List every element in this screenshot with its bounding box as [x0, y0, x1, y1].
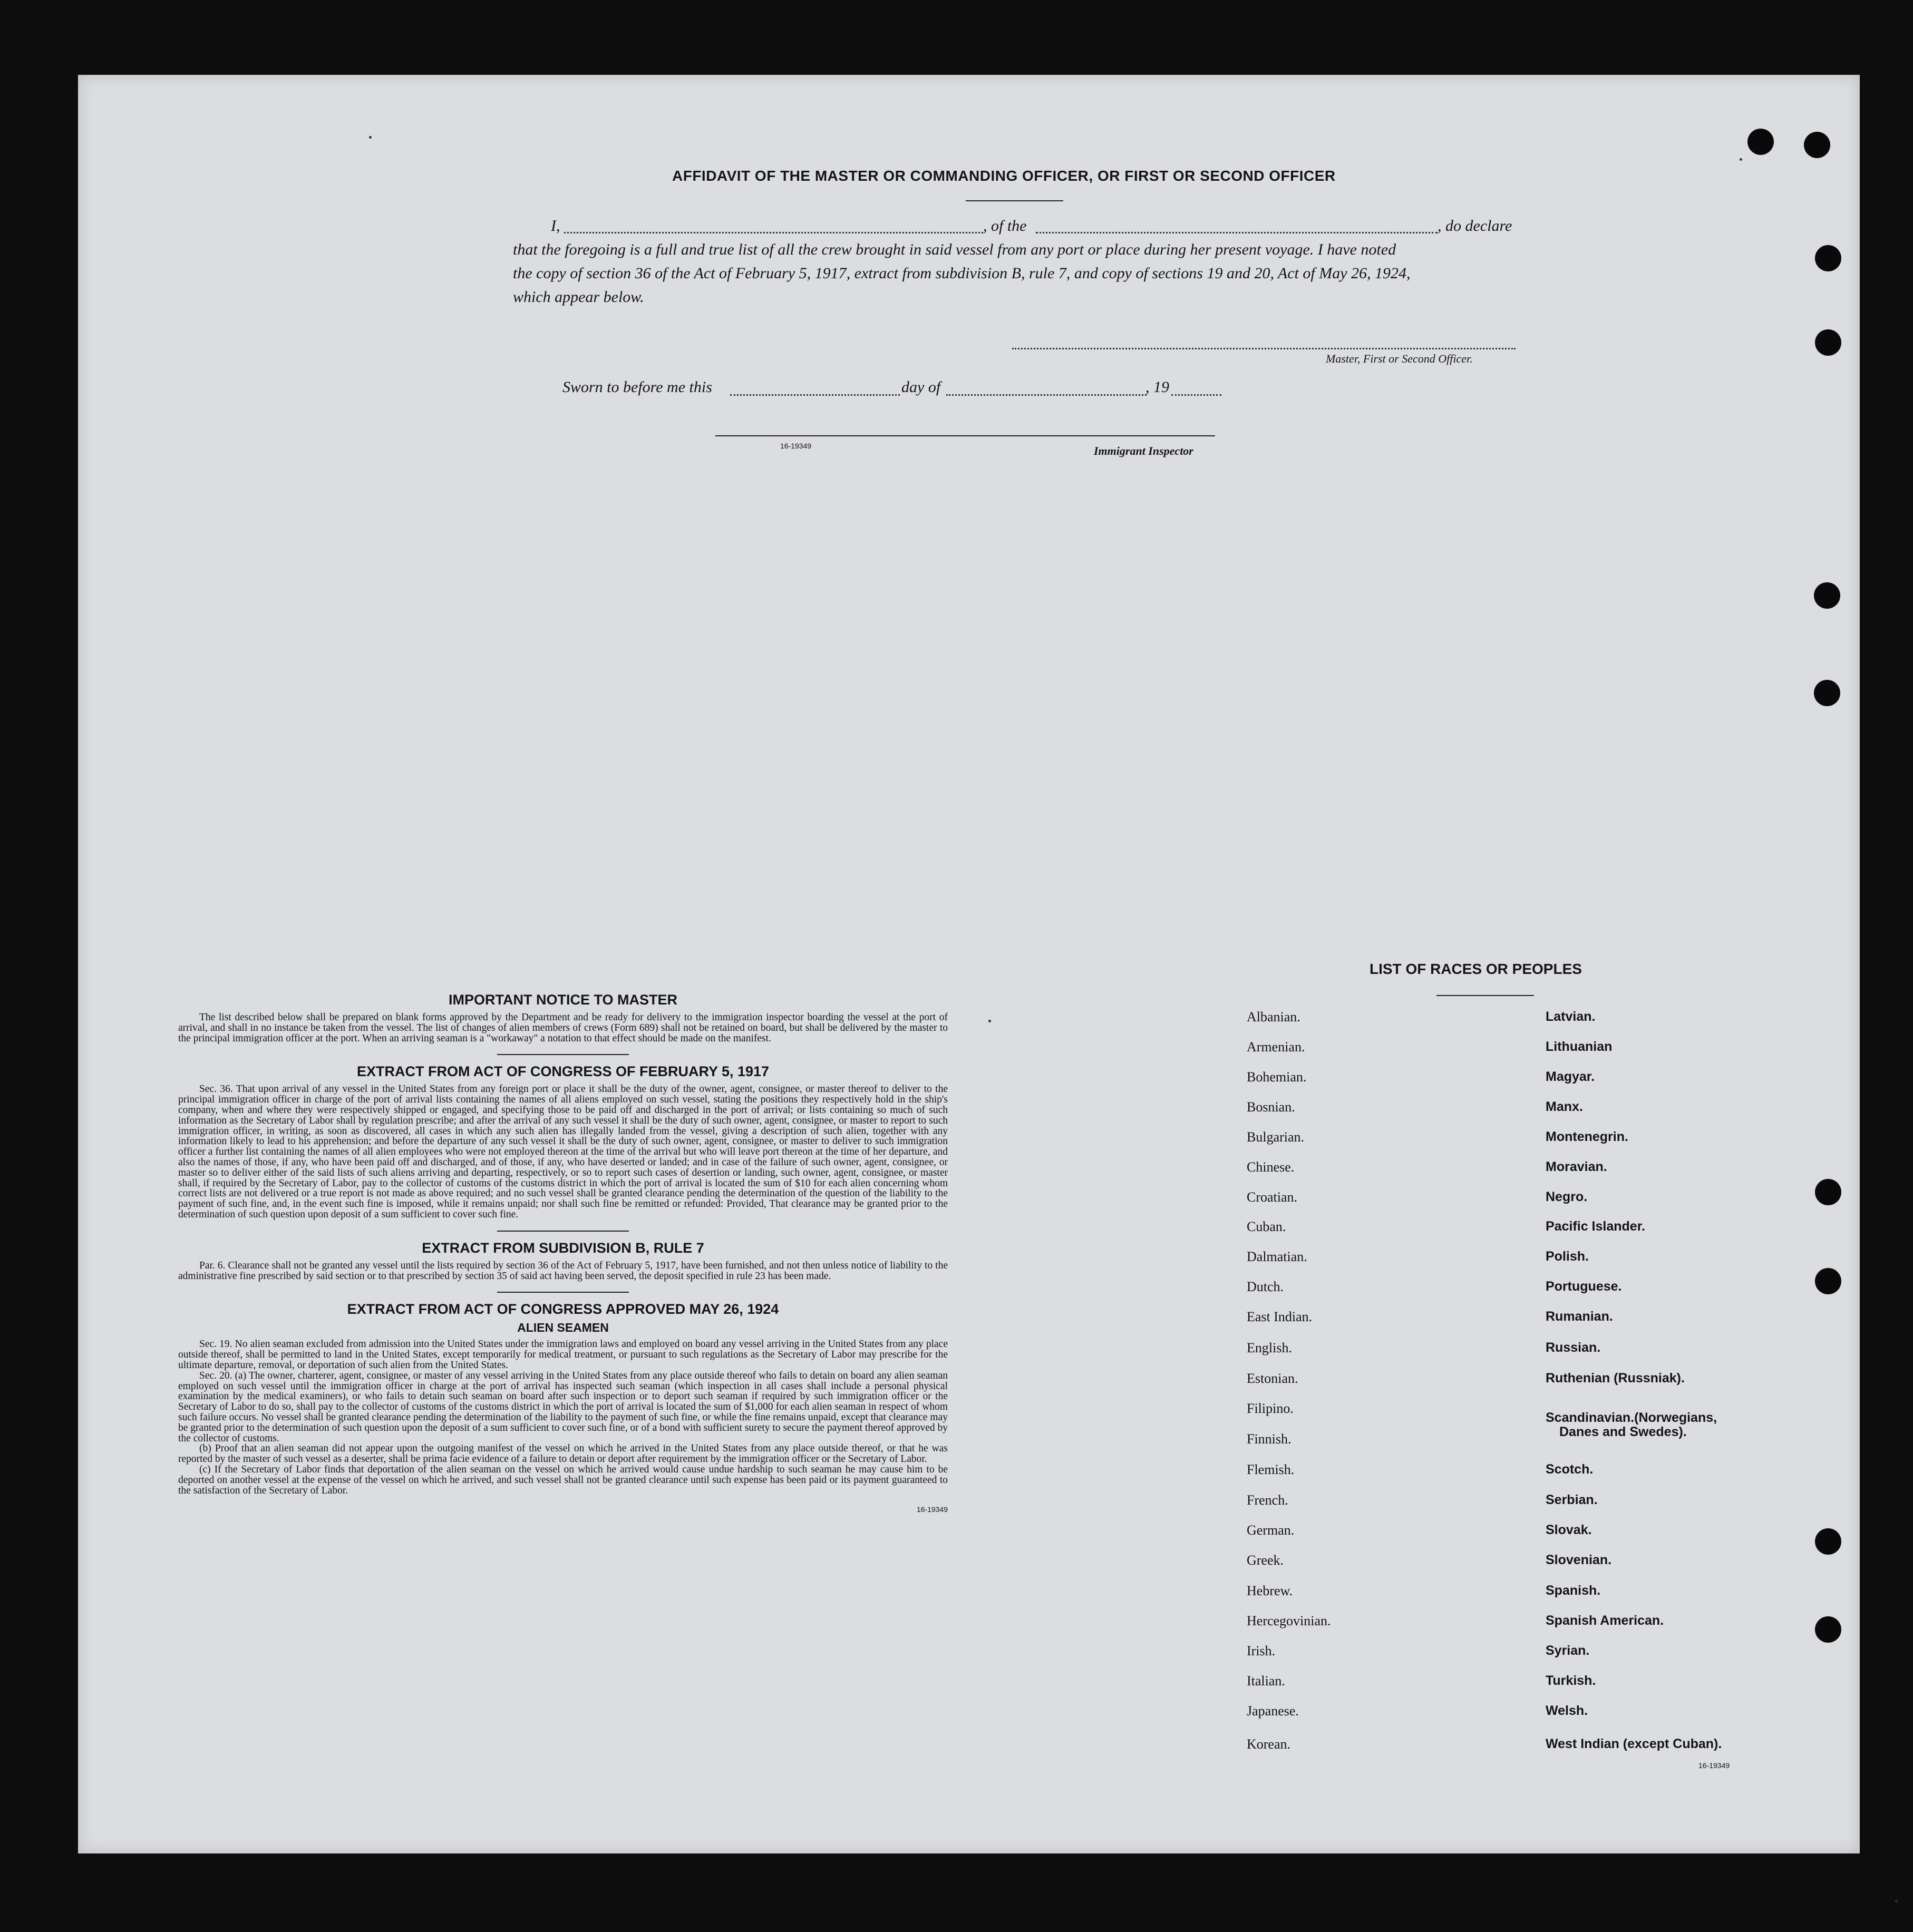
race-left-item: Japanese. — [1247, 1703, 1299, 1719]
race-left-item: Chinese. — [1247, 1159, 1295, 1175]
race-left-item: Bosnian. — [1247, 1099, 1295, 1115]
race-right-item: Latvian. — [1546, 1009, 1596, 1024]
races-title: LIST OF RACES OR PEOPLES — [1370, 961, 1582, 977]
race-right-item: Turkish. — [1546, 1673, 1596, 1688]
race-left-item: Irish. — [1247, 1643, 1276, 1658]
race-right-item: Serbian. — [1546, 1492, 1598, 1507]
race-left-item: English. — [1247, 1340, 1292, 1355]
race-right-item: Rumanian. — [1546, 1309, 1613, 1324]
race-right-item: Slovenian. — [1546, 1553, 1612, 1567]
race-right-item: Montenegrin. — [1546, 1129, 1628, 1144]
punch-hole — [1747, 129, 1774, 155]
race-right-item: Negro. — [1546, 1189, 1588, 1204]
race-right-item: Magyar. — [1546, 1069, 1595, 1084]
race-right-item: Syrian. — [1546, 1643, 1590, 1658]
punch-hole — [1815, 245, 1841, 271]
declaration-line-2: that the foregoing is a full and true list of all the crew brought in said vessel from any port or place during her present voyage. I have noted — [513, 241, 1396, 258]
section-divider — [497, 1231, 629, 1232]
race-right-item: Ruthenian (Russniak). — [1546, 1371, 1685, 1385]
race-left-item: Finnish. — [1247, 1431, 1291, 1447]
race-right-item: Danes and Swedes). — [1559, 1424, 1687, 1439]
race-left-item: East Indian. — [1247, 1309, 1313, 1324]
sec-20b-text: (b) Proof that an alien seaman did not appear upon the outgoing manifest of the vessel on which he arrived in the United States from any place outside thereof, or that he was reported by the master of such vessel as a deserter, shall be prima facie evidence of a failure to detain or deport after requirement by the immigration officer or the Secretary of Labor. — [178, 1443, 948, 1465]
race-right-item: Spanish American. — [1546, 1613, 1664, 1628]
race-left-item: Hercegovinian. — [1247, 1613, 1331, 1628]
races-title-underline — [1436, 995, 1534, 996]
sec-20c-text: (c) If the Secretary of Labor finds that deportation of the alien seaman on the vessel on which he arrived would cause undue hardship to such seaman he may cause him to be deported on another vessel at the expense of the vessel on which he arrived, and such vessel shall not be granted clearance until such expense has been paid or its payment guaranteed to the satisfaction of the Secretary of Labor. — [178, 1463, 948, 1496]
race-right-item: Lithuanian — [1546, 1039, 1613, 1054]
declare-text: , do declare — [1438, 217, 1512, 235]
race-left-item: Greek. — [1247, 1553, 1284, 1568]
notice-text: The list described below shall be prepared on blank forms approved by the Department and be ready for delivery to the immigration inspector boarding the vessel at the port of arrival, and shall in no instance be taken from the vessel. The list of changes of alien members of crews (Form 689) shall not be retained on board, but shall be delivered by the master to the principal immigration officer at the port. When an arriving seaman is a "workaway" a notation to that effect should be made on the manifest. — [178, 1012, 948, 1044]
declarant-label: I, — [551, 217, 560, 235]
race-right-item: Manx. — [1546, 1099, 1583, 1114]
race-left-item: Korean. — [1247, 1736, 1291, 1752]
race-left-item: Hebrew. — [1247, 1583, 1293, 1598]
vessel-name-field[interactable] — [1036, 232, 1438, 233]
section-divider — [497, 1292, 629, 1293]
sworn-month-field[interactable] — [946, 394, 1147, 396]
notice-column — [178, 992, 948, 1514]
vessel-label: , of the — [983, 217, 1027, 235]
ink-speck — [369, 136, 372, 139]
inspector-caption: Immigrant Inspector — [1094, 444, 1193, 457]
race-left-item: Croatian. — [1247, 1189, 1298, 1205]
form-number: 16-19349 — [780, 442, 812, 450]
race-left-item: Armenian. — [1247, 1039, 1305, 1055]
race-left-item: Cuban. — [1247, 1219, 1286, 1234]
punch-hole — [1814, 582, 1840, 609]
race-left-item: Bohemian. — [1247, 1069, 1307, 1085]
race-right-item: Slovak. — [1546, 1523, 1592, 1537]
extract-1924-subtitle: ALIEN SEAMEN — [517, 1321, 609, 1335]
sworn-year-field[interactable] — [1171, 394, 1221, 396]
punch-hole — [1815, 1179, 1841, 1205]
race-right-item: Spanish. — [1546, 1583, 1601, 1598]
master-signature-caption: Master, First or Second Officer. — [1326, 352, 1473, 365]
master-signature-field[interactable] — [1012, 348, 1516, 349]
race-right-item: Russian. — [1546, 1340, 1601, 1355]
sec-19-text: Sec. 19. No alien seaman excluded from admission into the United States under the immigration laws and employed on board any vessel arriving in the United States from any place outside thereof, shall be permitted to land in the United States, except temporarily for medical treatment, or pursuant to such regulations as the Secretary of Labor may prescribe for the ultimate departure, removal, or deportation of such alien from the United States. — [178, 1339, 948, 1371]
punch-hole — [1815, 329, 1841, 356]
sworn-day-field[interactable] — [730, 394, 900, 396]
race-right-item: Moravian. — [1546, 1159, 1607, 1174]
ink-speck — [1895, 1900, 1898, 1902]
race-left-item: Bulgarian. — [1247, 1129, 1305, 1145]
race-right-item: Pacific Islander. — [1546, 1219, 1645, 1234]
punch-hole — [1815, 1528, 1841, 1555]
ink-speck — [988, 1020, 991, 1022]
declaration-line-3: the copy of section 36 of the Act of February 5, 1917, extract from subdivision B, rule 7, and copy of sections 19 and 20, Act of May 26, 1924, — [513, 265, 1411, 282]
extract-1917-text: Sec. 36. That upon arrival of any vessel in the United States from any foreign port or place it shall be the duty of the owner, agent, consignee, or master thereof to deliver to the principal immigration officer in charge of the port of arrival lists containing the names of all aliens employed on such vessel, stating the positions they respectively hold in the ship's company, when and where they were respectively shipped or engaged, and specifying those to be paid off and discharged in the port of arrival; or lists containing so much of such information as the Secretary of Labor shall by regulation prescribe; and after the arrival of any such vessel it shall be the duty of such owner, agent, consignee, or master to report to such immigration officer, in writing, as soon as discovered, all cases in which any such alien has illegally landed from the vessel, giving a description of such alien, together with any information likely to lead to his apprehension; and before the departure of any such vessel it shall be the duty of such owner, agent, consignee, or master to deliver to such immigration officer a further list containing the names of all alien employees who were not employed thereon at the time of the arrival but who will leave port thereon at the time of her departure, and also the names of those, if any, who have been paid off and discharged, and of those, if any, who have deserted or landed; and in case of the failure of such owner, agent, consignee, or master so to deliver either of the said lists of such aliens arriving and departing, respectively, or so to report such cases of desertion or landing, such owner, agent, consignee, or master shall, if required by the Secretary of Labor, pay to the collector of customs of the customs district in which the port of arrival is located the sum of $10 for each alien concerning whom correct lists are not delivered or a true report is not made as above required; and no such vessel shall be granted clearance pending the determination of the question of the liability to the payment of such fine, and, in the event such fine is imposed, while it remains unpaid; nor shall such fine be remitted or refunded: Provided, That clearance may be granted prior to the determination of such question upon deposit of a sum sufficient to cover such fine. — [178, 1084, 948, 1220]
sworn-label: Sworn to before me this — [562, 378, 712, 396]
extract-1917-title: EXTRACT FROM ACT OF CONGRESS OF FEBRUARY 5, 1917 — [356, 1063, 770, 1080]
race-left-item: Dalmatian. — [1247, 1249, 1307, 1264]
extract-1924-title: EXTRACT FROM ACT OF CONGRESS APPROVED MAY 26, 1924 — [347, 1301, 779, 1318]
year-label: , 19 — [1145, 378, 1169, 396]
inspector-signature-field[interactable] — [715, 435, 1215, 436]
affidavit-title: AFFIDAVIT OF THE MASTER OR COMMANDING OFFICER, OR FIRST OR SECOND OFFICER — [672, 168, 1336, 184]
extract-form-number: 16-19349 — [916, 1505, 948, 1514]
extract-rule7-title: EXTRACT FROM SUBDIVISION B, RULE 7 — [422, 1240, 704, 1256]
race-right-item: Welsh. — [1546, 1703, 1588, 1718]
races-form-number: 16-19349 — [1698, 1761, 1730, 1770]
declaration-line-4: which appear below. — [513, 288, 644, 306]
race-right-item: Scotch. — [1546, 1462, 1594, 1477]
day-of-label: day of — [901, 378, 941, 396]
race-left-item: Albanian. — [1247, 1009, 1300, 1024]
race-left-item: German. — [1247, 1523, 1295, 1538]
sec-20a-text: Sec. 20. (a) The owner, charterer, agent, consignee, or master of any vessel arriving in the United States from any place outside thereof who fails to detain on board any alien seaman employed on such vessel until the immigration officer in charge at the port of arrival has inspected such seaman (which inspection in all cases shall include a personal physical examination by the medical examiners), or who fails to detain such seaman on board after such inspection or to deport such seaman if required by such immigration officer or the Secretary of Labor to do so, shall pay to the collector of customs of the customs district in which the port of arrival is located the sum of $1,000 for each alien seaman in respect of whom such failure occurs. No vessel shall be granted clearance pending the determination of the liability to the payment of such fine, or while the fine remains unpaid, except that clearance may be granted prior to the determination of such question upon the deposit of a sum sufficient to cover such fine, or of a bond with sufficient surety to secure the payment thereof approved by the collector of customs. — [178, 1370, 948, 1444]
race-right-item: Scandinavian.(Norwegians, — [1546, 1410, 1717, 1425]
punch-hole — [1814, 680, 1840, 706]
race-left-item: Filipino. — [1247, 1401, 1294, 1416]
extract-rule7-text: Par. 6. Clearance shall not be granted any vessel until the lists required by section 36 of the Act of February 5, 1917, have been furnished, and not then unless notice of liability to the administrative fine prescribed by said section or to that prescribed by section 35 of said act having been served, the deposit specified in rule 23 has been made. — [178, 1260, 948, 1282]
race-left-item: Italian. — [1247, 1673, 1285, 1689]
section-divider — [497, 1054, 629, 1055]
race-left-item: Flemish. — [1247, 1462, 1295, 1477]
race-right-item: Portuguese. — [1546, 1279, 1622, 1294]
race-left-item: Dutch. — [1247, 1279, 1284, 1294]
declarant-name-field[interactable] — [564, 232, 983, 233]
race-left-item: French. — [1247, 1492, 1288, 1508]
race-right-item: Polish. — [1546, 1249, 1589, 1264]
punch-hole — [1815, 1268, 1841, 1294]
punch-hole — [1815, 1616, 1841, 1643]
notice-title: IMPORTANT NOTICE TO MASTER — [449, 992, 677, 1008]
race-right-item: West Indian (except Cuban). — [1546, 1736, 1722, 1751]
race-left-item: Estonian. — [1247, 1371, 1298, 1386]
punch-hole — [1804, 132, 1830, 158]
ink-speck — [1740, 158, 1742, 161]
title-underline — [966, 200, 1063, 201]
